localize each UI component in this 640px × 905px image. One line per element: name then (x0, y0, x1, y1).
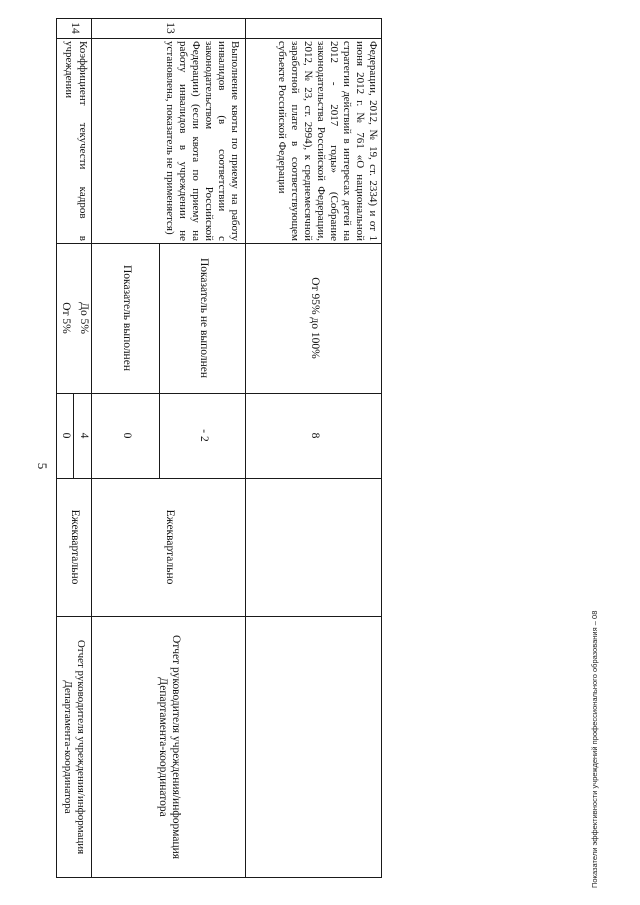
row-continuation-periodicity (246, 478, 382, 616)
row-13-periodicity: Ежеквартально (163, 509, 176, 585)
row-14-score-2: 0 (59, 432, 72, 439)
row-14-periodicity: Ежеквартально (68, 509, 81, 585)
row-13-indicator: Выполнение квоты по приему на работу инвалидов (в соответствии с законодательством Российской Федерации) (если квота по приему на работу инвалидов в учреждении не установлена, показатель не применяется) (164, 41, 241, 241)
row-13-number: 13 (163, 22, 176, 34)
row-13-source: Отчет руководителя учреждения/информация Департамента-координатора (157, 634, 183, 860)
row-13-criterion-2: Показатель выполнен (120, 265, 133, 371)
page-number: 5 (35, 462, 50, 470)
row-continuation-score: 8 (308, 432, 321, 439)
indicators-table (56, 18, 382, 878)
row-continuation-criterion: От 95% до 100% (308, 277, 321, 359)
row-14-source: Отчет руководителя учреждения/информация Департамента-координатора (62, 639, 87, 855)
row-14-indicator: Коэффициент текучести кадров в учреждении (63, 41, 89, 241)
row-continuation-source (246, 616, 382, 878)
row-14-criterion-2: От 5% (59, 302, 72, 334)
row-continuation-indicator: Федерации, 2012, № 19, ст. 2334) и от 1 июня 2012 г. № 761 «О национальной стратегии действий в интересах детей на 2012 - 2017 годы» (Собрание законодательства Российской Федерации, 2012, № 23, ст. 2994), к среднемесячной заработной плате в соответствующем субъекте Российской Федерации (276, 41, 379, 241)
row-13-score-1: - 2 (197, 429, 210, 442)
footer-note: Показатели эффективности учреждений профессионального образования – 08 (590, 610, 599, 888)
row-14-number: 14 (68, 22, 81, 34)
row-13-score-2: 0 (120, 432, 133, 439)
row-continuation-number (246, 18, 382, 38)
row-13-criterion-1: Показатель не выполнен (197, 257, 210, 379)
row-14-criterion-1: До 5% (77, 302, 90, 334)
row-14-score-1: 4 (77, 432, 90, 439)
